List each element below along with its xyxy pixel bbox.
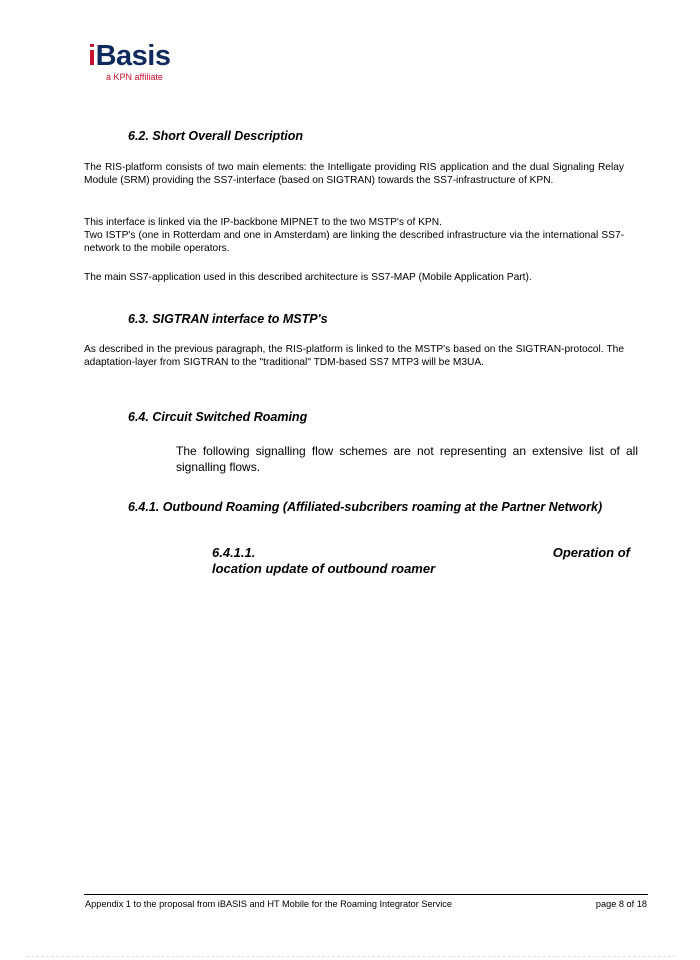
page-bottom-edge	[26, 956, 676, 957]
paragraph-6-2-istp: Two ISTP's (one in Rotterdam and one in Amsterdam) are linking the described infrastructure via the international SS7-network to the mobile operators.	[84, 230, 624, 254]
page-number: page 8 of 18	[595, 899, 647, 909]
heading-6-3: 6.3. SIGTRAN interface to MSTP's	[128, 312, 328, 326]
heading-6-2: 6.2. Short Overall Description	[128, 129, 304, 143]
footer-rule	[84, 894, 648, 895]
footer-text: Appendix 1 to the proposal from iBASIS and HT Mobile for the Roaming Integrator Service	[85, 899, 453, 909]
heading-6-4-1-1-title-end: location update of outbound roamer	[212, 561, 436, 576]
heading-6-4-1-1	[212, 545, 630, 577]
heading-6-4: 6.4. Circuit Switched Roaming	[128, 410, 308, 424]
ibasis-logo	[88, 40, 178, 86]
logo-tagline: a KPN affiliate	[106, 72, 163, 82]
paragraph-6-3: As described in the previous paragraph, the RIS-platform is linked to the MSTP's based on the SIGTRAN-protocol. The adaptation-layer from SIGTRAN to the "traditional" TDM-based SS7 MTP3 will be M3UA.	[84, 344, 624, 368]
heading-6-4-1: 6.4.1. Outbound Roaming (Affiliated-subcribers roaming at the Partner Network)	[128, 500, 603, 514]
logo-wordmark: iBasis	[88, 40, 171, 72]
paragraph-6-2-ss7map: The main SS7-application used in this described architecture is SS7-MAP (Mobile Application Part).	[84, 272, 532, 283]
heading-6-4-1-1-number: 6.4.1.1.	[212, 545, 256, 560]
heading-6-4-1-1-title-start: Operation of	[552, 545, 630, 560]
paragraph-6-4: The following signalling flow schemes are not representing an extensive list of all signalling flows.	[176, 444, 638, 474]
paragraph-6-2-intro: The RIS-platform consists of two main elements: the Intelligate providing RIS application and the dual Signaling Relay Module (SRM) providing the SS7-interface (based on SIGTRAN) towards the SS7-infrastructure of KPN.	[84, 162, 624, 186]
paragraph-6-2-mipnet: This interface is linked via the IP-backbone MIPNET to the two MSTP's of KPN.	[84, 217, 442, 228]
